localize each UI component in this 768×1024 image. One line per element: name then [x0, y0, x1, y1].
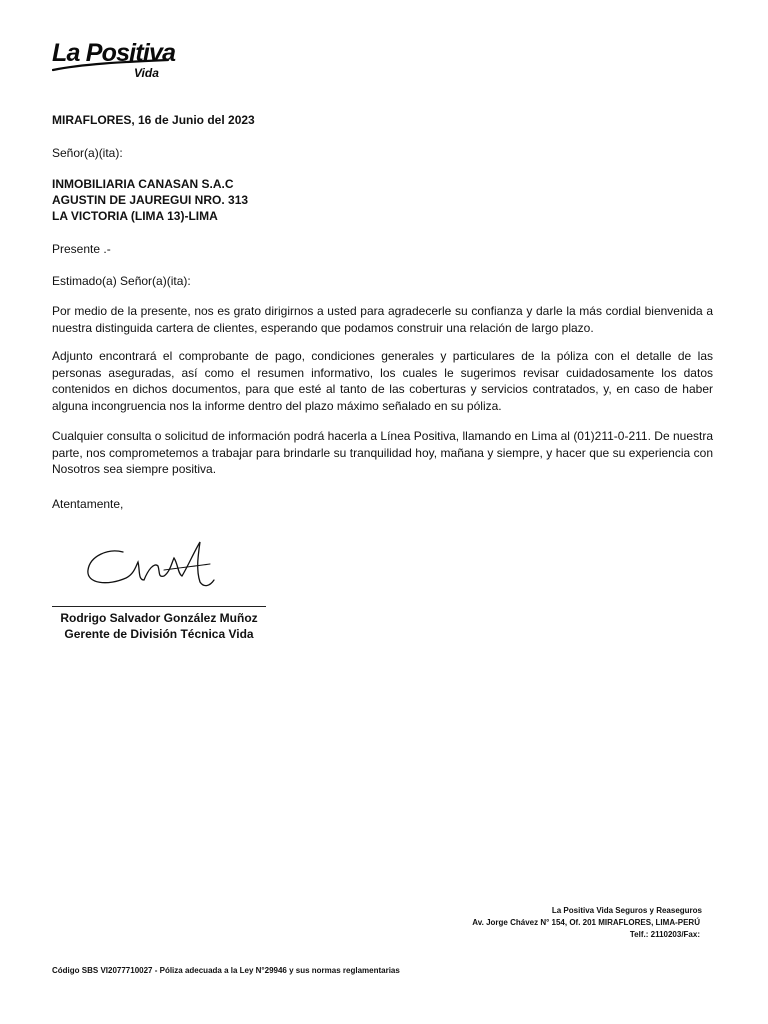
footer-phone: Telf.: 2110203/Fax: — [629, 930, 700, 939]
addressee-line: INMOBILIARIA CANASAN S.A.C — [52, 177, 234, 191]
closing: Atentamente, — [52, 497, 124, 511]
footer-address: Av. Jorge Chávez N° 154, Of. 201 MIRAFLORES, LIMA-PERÚ — [472, 918, 700, 927]
body-paragraph: Cualquier consulta o solicitud de información podrá hacerla a Línea Positiva, llamando en Lima al (01)211-0-211. De nuestra parte, nos comprometemos a trabajar para brindarle su tranquilidad hoy, mañana y siempre, y hacer que su experiencia con Nosotros sea siempre positiva. — [52, 429, 713, 476]
signatory-title: Gerente de División Técnica Vida — [64, 627, 254, 641]
logo-wordmark: La Positiva — [52, 39, 176, 67]
body-paragraph: Por medio de la presente, nos es grato dirigirnos a usted para agradecerle su confianza y darle la más cordial bienvenida a nuestra distinguida cartera de clientes, esperando que podamos construir una relación de largo plazo. — [52, 304, 713, 335]
greeting: Estimado(a) Señor(a)(ita): — [52, 274, 191, 288]
addressee-line: LA VICTORIA (LIMA 13)-LIMA — [52, 209, 218, 223]
addressee-line: AGUSTIN DE JAUREGUI NRO. 313 — [52, 193, 249, 207]
company-logo — [52, 39, 176, 80]
salutation-to: Señor(a)(ita): — [52, 146, 123, 160]
presente-text: Presente .- — [52, 242, 111, 256]
footer-company: La Positiva Vida Seguros y Reaseguros — [551, 906, 702, 915]
logo-subtitle: Vida — [134, 66, 159, 80]
handwritten-signature — [78, 530, 223, 602]
signature-line — [52, 606, 266, 607]
footer-sbs-code: Código SBS VI2077710027 - Póliza adecuada a la Ley N°29946 y sus normas reglamentarias — [52, 966, 400, 975]
body-paragraph: Adjunto encontrará el comprobante de pago, condiciones generales y particulares de la póliza con el detalle de las personas aseguradas, así como el resumen informativo, los cuales le sugerimos revisar cuidadosamente los datos contenidos en dichos documentos, para que esté al tanto de las coberturas y servicios contratados, y, en caso de haber alguna incongruencia nos la informe dentro del plazo máximo señalado en su póliza. — [52, 349, 713, 413]
signatory-name: Rodrigo Salvador González Muñoz — [60, 611, 258, 625]
place-date: MIRAFLORES, 16 de Junio del 2023 — [52, 113, 255, 127]
company-address-block — [472, 905, 700, 941]
